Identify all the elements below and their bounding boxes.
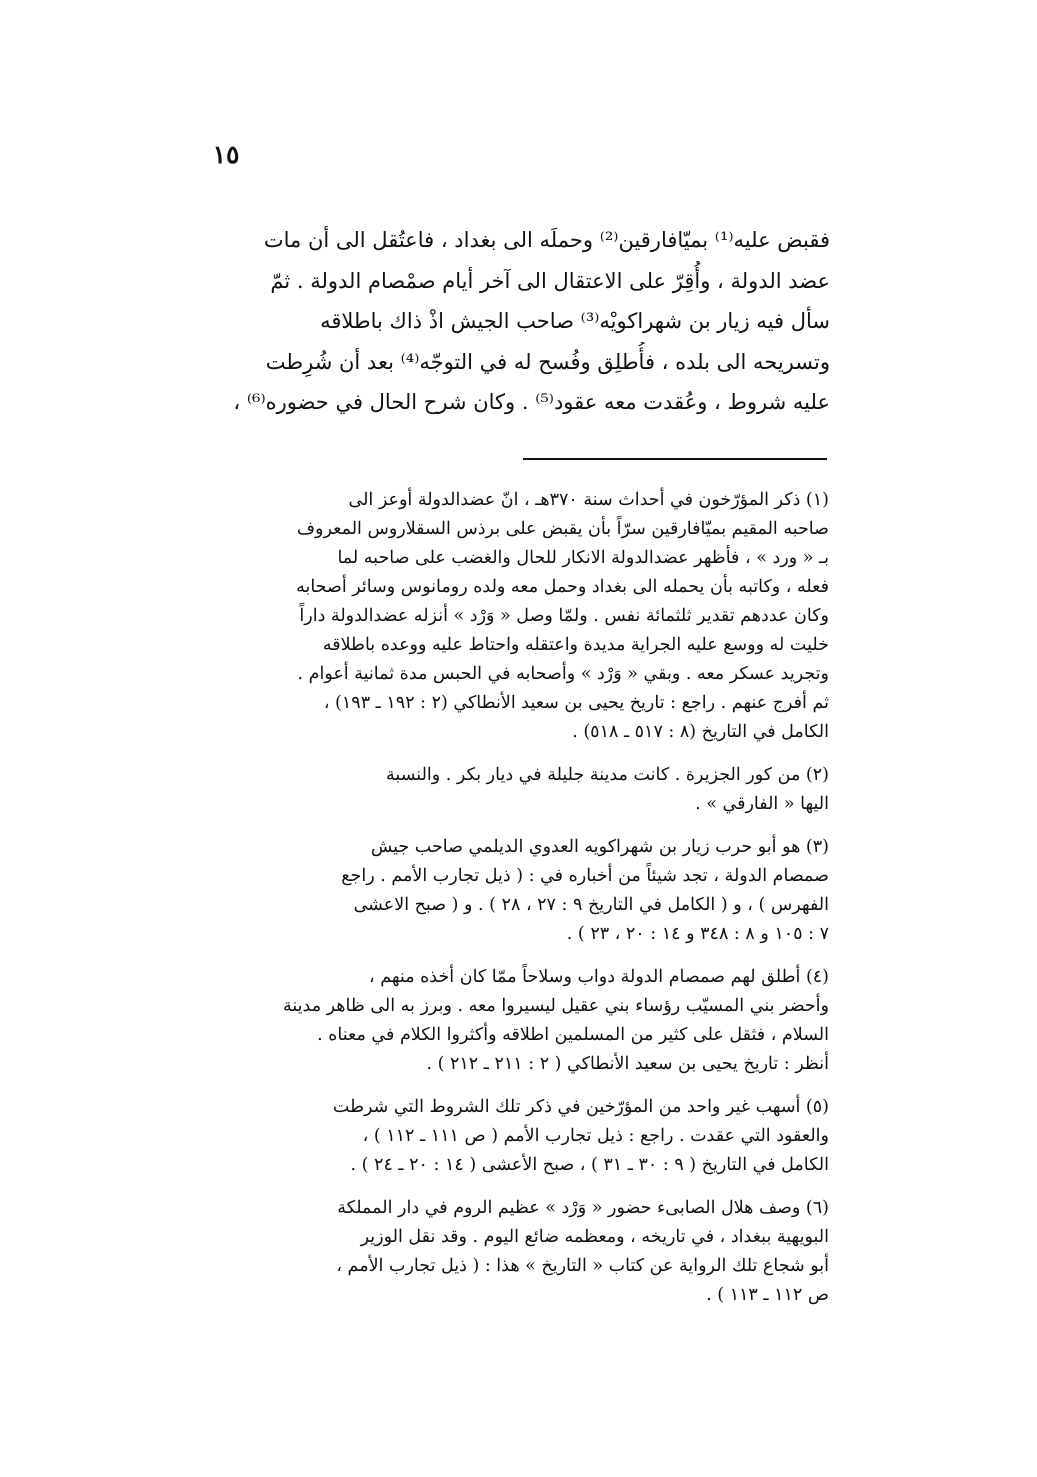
footnote-line: ثم أفرج عنهم . راجع : تاريخ يحيى بن سعيد الأنطاكي (٢ : ١٩٢ ـ ١٩٣) ، <box>323 693 829 713</box>
footnote-line: البويهية ببغداد ، في تاريخه ، ومعظمه ضائع اليوم . وقد نقل الوزير <box>360 1227 829 1247</box>
footnote-2 <box>183 761 829 819</box>
footnote-line: وتجريد عسكر معه . وبقي « وَرْد » وأصحابه في الحبس مدة ثمانية أعوام . <box>297 664 829 684</box>
main-text-line: فقبض عليه⁽¹⁾ بميّافارقين⁽²⁾ وحملَه الى بغداد ، فاعتُقل الى أن مات <box>263 228 830 252</box>
footnote-line: الكامل في التاريخ (٨ : ٥١٧ ـ ٥١٨) . <box>572 722 829 742</box>
footnote-line: أنظر : تاريخ يحيى بن سعيد الأنطاكي ( ٢ : ٢١١ ـ ٢١٢ ) . <box>426 1054 829 1074</box>
main-text-line: سأل فيه زيار بن شهراكويْه⁽³⁾ صاحب الجيش اذْ ذاك باطلاقه <box>320 309 830 333</box>
footnote-3 <box>183 833 829 949</box>
footnote-line: أبو شجاع تلك الرواية عن كتاب « التاريخ » هذا : ( ذيل تجارب الأمم ، <box>336 1256 829 1276</box>
main-text-line: وتسريحه الى بلده ، فأُطلِق وفُسح له في التوجّه⁽⁴⁾ بعد أن شُرِطت <box>265 349 830 374</box>
footnote-line: ٧ : ١٠٥ و ٨ : ٣٤٨ و ١٤ : ٢٠ ، ٢٣ ) . <box>566 924 829 944</box>
main-text-line: عضد الدولة ، وأُقِرّ على الاعتقال الى آخر أيام صمْصام الدولة . ثمّ <box>270 268 830 293</box>
footnote-line: بـ « ورد » ، فأظهر عضدالدولة الانكار للحال والغضب على صاحبه لما <box>337 548 829 568</box>
footnote-6 <box>183 1194 829 1310</box>
footnote-line: صمصام الدولة ، تجد شيئاً من أخباره في : ( ذيل تجارب الأمم . راجع <box>341 866 829 886</box>
footnote-line: (٣) هو أبو حرب زيار بن شهراكويه العدوي الديلمي صاحب جيش <box>370 837 829 857</box>
footnote-5 <box>183 1093 829 1180</box>
footnote-line: وأحضر بني المسيّب رؤساء بني عقيل ليسيروا معه . وبرز به الى ظاهر مدينة <box>282 996 829 1016</box>
footnote-line: (١) ذكر المؤرّخون في أحداث سنة ٣٧٠هـ ، انّ عضدالدولة أوعز الى <box>348 490 829 510</box>
footnote-line: (٦) وصف هلال الصابىء حضور « وَرْد » عظيم الروم في دار المملكة <box>337 1198 829 1218</box>
main-text <box>185 220 830 423</box>
footnote-line: وكان عددهم تقدير ثلثمائة نفس . ولمّا وصل « وَرْد » أنزله عضدالدولة داراً <box>299 606 829 626</box>
footnote-line: السلام ، فثقل على كثير من المسلمين اطلاقه وأكثروا الكلام في معناه . <box>317 1025 829 1045</box>
footnote-line: خليت له ووسع عليه الجراية مديدة واعتقله واحتاط عليه ووعده باطلاقه <box>322 635 829 655</box>
footnote-line: (٢) من كور الجزيرة . كانت مدينة جليلة في ديار بكر . والنسبة <box>386 765 829 785</box>
main-text-line: عليه شروط ، وعُقدت معه عقود⁽⁵⁾ . وكان شرح الحال في حضوره⁽⁶⁾ ، <box>233 390 830 414</box>
footnote-separator <box>523 458 827 460</box>
footnote-line: (٥) أسهب غير واحد من المؤرّخين في ذكر تلك الشروط التي شرطت <box>332 1097 829 1117</box>
footnote-1 <box>183 486 829 747</box>
footnote-line: اليها « الفارقي » . <box>695 794 829 814</box>
footnote-line: فعله ، وكاتبه بأن يحمله الى بغداد وحمل معه ولده رومانوس وسائر أصحابه <box>296 577 829 597</box>
footnote-line: (٤) أطلق لهم صمصام الدولة دواب وسلاحاً ممّا كان أخذه منهم ، <box>368 967 829 987</box>
footnote-line: والعقود التي عقدت . راجع : ذيل تجارب الأمم ( ص ١١١ ـ ١١٢ ) ، <box>362 1126 829 1146</box>
footnote-4 <box>183 963 829 1079</box>
footnote-line: صاحبه المقيم بميّافارقين سرّاً بأن يقبض على برذس السقلاروس المعروف <box>296 519 829 539</box>
footnote-line: ص ١١٢ ـ ١١٣ ) . <box>706 1285 829 1305</box>
page-number: ١٥ <box>212 140 240 169</box>
footnote-line: الكامل في التاريخ ( ٩ : ٣٠ ـ ٣١ ) ، صبح الأعشى ( ١٤ : ٢٠ ـ ٢٤ ) . <box>350 1155 829 1175</box>
footnotes <box>183 486 829 1324</box>
footnote-line: الفهرس ) ، و ( الكامل في التاريخ ٩ : ٢٧ ، ٢٨ ) . و ( صبح الاعشى <box>353 895 829 915</box>
